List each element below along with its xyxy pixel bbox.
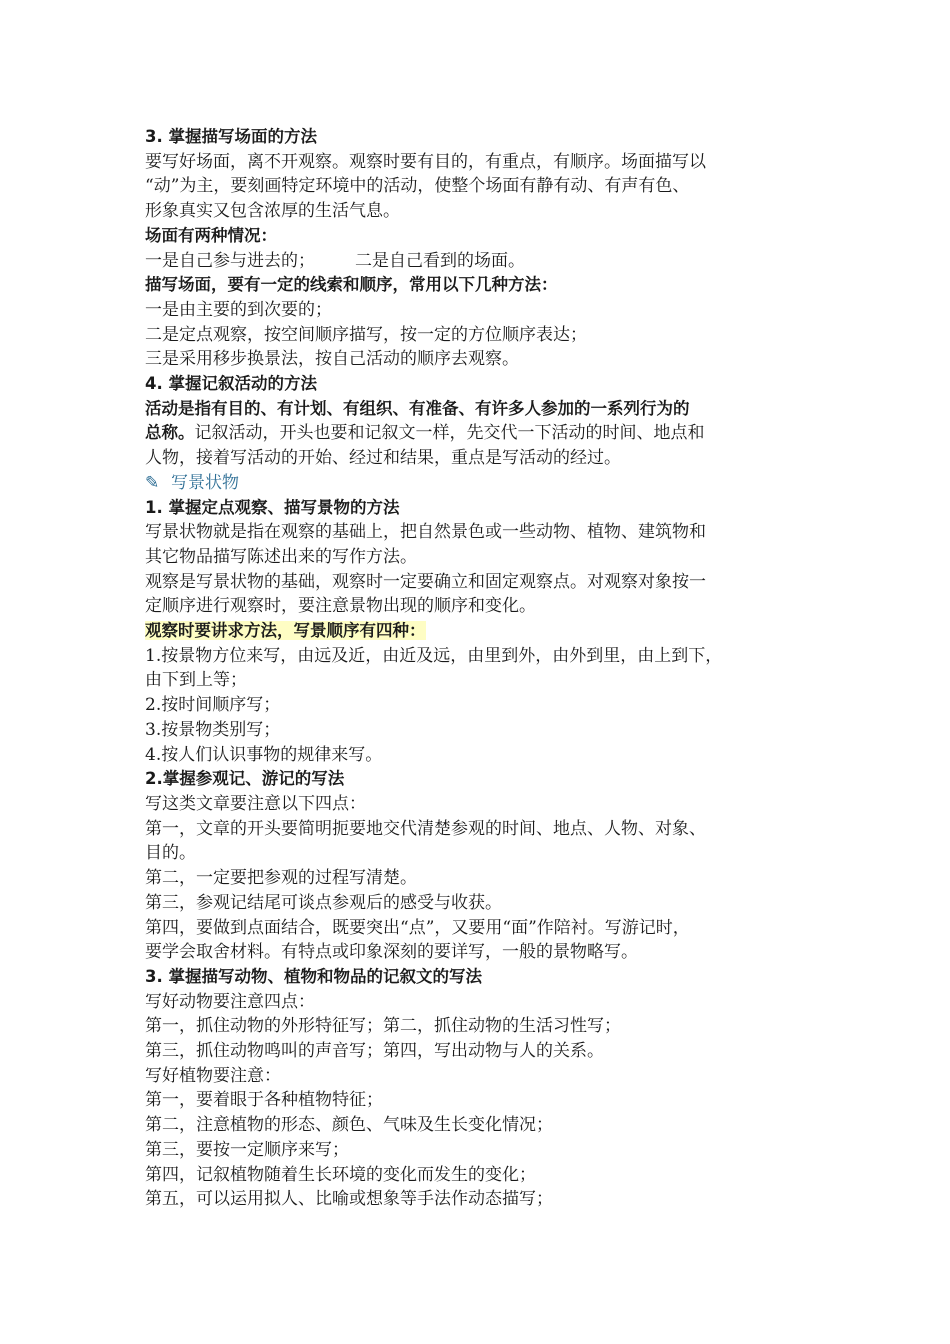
section-title-text: 写景状物 xyxy=(171,472,239,493)
document-content xyxy=(145,125,810,1212)
paragraph-line: 观察是写景状物的基础，观察时一定要确立和固定观察点。对观察对象按一 xyxy=(145,571,706,592)
order-item: 4.按人们认识事物的规律来写。 xyxy=(145,744,383,765)
order-item: 由下到上等； xyxy=(145,670,247,691)
paragraph-line: 第一，文章的开头要简明扼要地交代清楚参观的时间、地点、人物、对象、 xyxy=(145,818,706,839)
order-item: 2.按时间顺序写； xyxy=(145,695,281,716)
activity-definition-line: 人物，接着写活动的开始、经过和结果，重点是写活动的经过。 xyxy=(145,448,621,469)
case-two: 二是自己看到的场面。 xyxy=(355,250,525,271)
activity-definition-line: 活动是指有目的、有计划、有组织、有准备、有许多人参加的一系列行为的 xyxy=(145,398,690,418)
heading-activity-method: 4. 掌握记叙活动的方法 xyxy=(145,374,317,394)
section-title xyxy=(145,471,810,496)
paragraph-line: 第五，可以运用拟人、比喻或想象等手法作动态描写； xyxy=(145,1189,553,1210)
paragraph-line: 第三，参观记结尾可谈点参观后的感受与收获。 xyxy=(145,892,502,913)
bold-subtitle-methods: 描写场面，要有一定的线索和顺序，常用以下几种方法： xyxy=(145,275,558,295)
method-item: 一是由主要的到次要的； xyxy=(145,299,332,320)
method-item: 三是采用移步换景法，按自己活动的顺序去观察。 xyxy=(145,349,519,370)
paragraph-line: 第一，抓住动物的外形特征写；第二，抓住动物的生活习性写； xyxy=(145,1016,621,1037)
bold-subtitle-two-cases: 场面有两种情况： xyxy=(145,225,277,245)
heading-scene-method: 3. 掌握描写场面的方法 xyxy=(145,127,317,146)
paragraph-line: 目的。 xyxy=(145,843,196,864)
highlighted-subtitle xyxy=(145,619,810,644)
paragraph-line: 其它物品描写陈述出来的写作方法。 xyxy=(145,546,417,567)
paragraph-line: 要写好场面，离不开观察。观察时要有目的，有重点，有顺序。场面描写以 xyxy=(145,151,706,172)
paragraph-line: 第三，要按一定顺序来写； xyxy=(145,1139,349,1160)
heading-animals-plants: 3. 掌握描写动物、植物和物品的记叙文的写法 xyxy=(145,966,482,986)
paragraph-line: 写这类文章要注意以下四点： xyxy=(145,793,366,814)
two-cases-line xyxy=(145,249,810,274)
order-item: 1.按景物方位来写，由远及近，由近及远，由里到外，由外到里，由上到下， xyxy=(145,645,723,666)
activity-definition-rest: 记叙活动，开头也要和记叙文一样，先交代一下活动的时间、地点和 xyxy=(194,423,705,444)
activity-definition-bold: 总称。 xyxy=(145,423,195,443)
paragraph-line: 定顺序进行观察时，要注意景物出现的顺序和变化。 xyxy=(145,596,536,617)
paragraph-line: 第一，要着眼于各种植物特征； xyxy=(145,1090,383,1111)
highlight: 观察时要讲求方法，写景顺序有四种： xyxy=(145,621,426,641)
method-item: 二是定点观察，按空间顺序描写，按一定的方位顺序表达； xyxy=(145,324,587,345)
paragraph-line: 第四，记叙植物随着生长环境的变化而发生的变化； xyxy=(145,1164,536,1185)
paragraph-line: “动”为主，要刻画特定环境中的活动，使整个场面有静有动、有声有色、 xyxy=(145,176,690,197)
paragraph-line: 要学会取舍材料。有特点或印象深刻的要详写，一般的景物略写。 xyxy=(145,942,638,963)
heading-fixed-observation: 1. 掌握定点观察、描写景物的方法 xyxy=(145,497,400,517)
paragraph-line: 第三，抓住动物鸣叫的声音写；第四，写出动物与人的关系。 xyxy=(145,1041,604,1062)
paragraph-line: 写景状物就是指在观察的基础上，把自然景色或一些动物、植物、建筑物和 xyxy=(145,522,706,543)
activity-definition-line xyxy=(145,421,810,446)
paragraph-line: 第四，要做到点面结合，既要突出“点”，又要用“面”作陪衬。写游记时， xyxy=(145,917,690,938)
heading-visit-travel: 2.掌握参观记、游记的写法 xyxy=(145,769,345,789)
paragraph-line: 写好植物要注意： xyxy=(145,1065,281,1086)
order-item: 3.按景物类别写； xyxy=(145,719,281,740)
paragraph-line: 第二，注意植物的形态、颜色、气味及生长变化情况； xyxy=(145,1115,553,1136)
case-one: 一是自己参与进去的； xyxy=(145,250,315,271)
pencil-icon: ✎ xyxy=(145,472,160,493)
paragraph-line: 写好动物要注意四点： xyxy=(145,991,315,1012)
paragraph-line: 形象真实又包含浓厚的生活气息。 xyxy=(145,201,400,222)
paragraph-line: 第二，一定要把参观的过程写清楚。 xyxy=(145,868,417,889)
